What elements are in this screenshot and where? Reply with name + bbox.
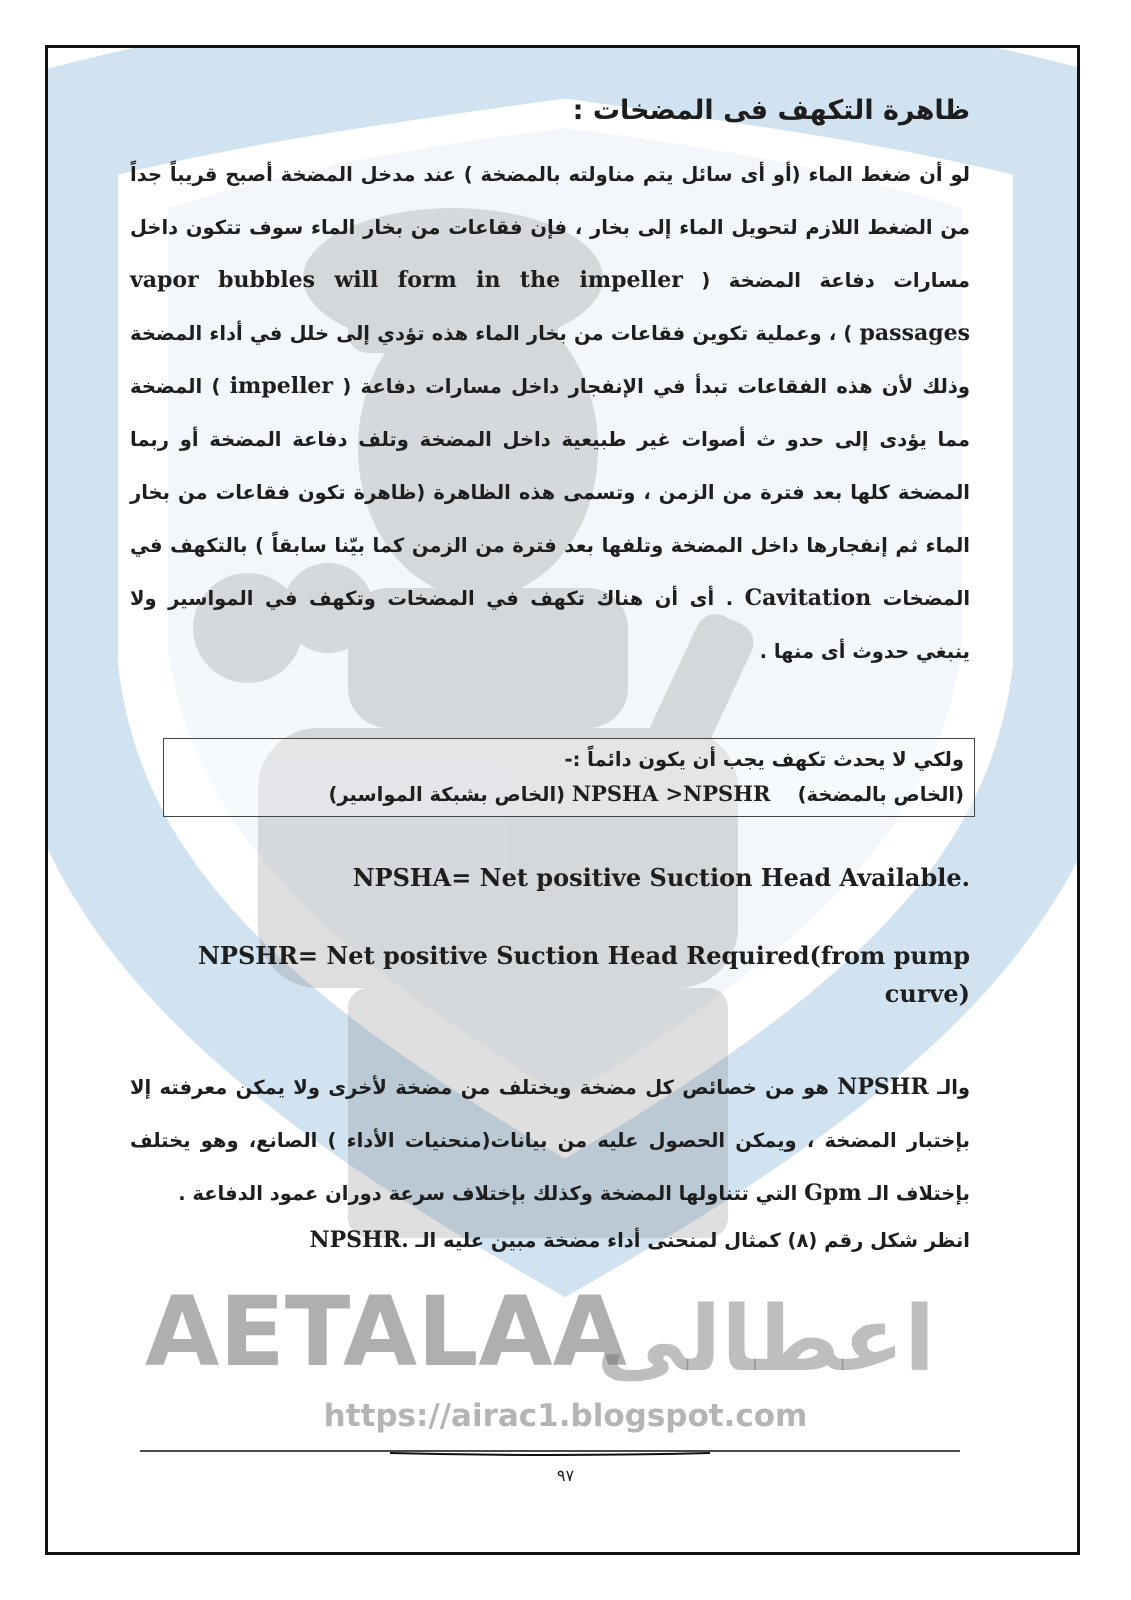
cavitation-paragraph: [130, 148, 970, 678]
no-cavitation-condition-box: [163, 738, 975, 817]
page-content: [130, 95, 970, 1261]
paragraph2-text: والـ: [937, 1076, 970, 1099]
condition-heading: ولكي لا يحدث تكهف يجب أن يكون دائماً :-: [564, 748, 964, 771]
section-title: ظاهرة التكهف فى المضخات :: [572, 95, 970, 126]
watermark-latin: AETALAA: [145, 1276, 627, 1388]
pump-label: (الخاص بالمضخة): [797, 783, 964, 806]
paragraph1-text: لو أن ضغط الماء (أو أى سائل يتم مناولته بالمضخة ) عند مدخل المضخة أصبح قريباً جداً من الضغط اللازم لتحويل الماء إلى بخار ، فإن فقاعات من بخار الماء سوف تتكون داخل مسارات دفاعة المضخة (: [130, 163, 970, 292]
paragraph1-text: ) ، وعملية تكوين فقاعات من بخار الماء هذه تؤدي إلى خلل في أداء المضخة وذلك لأن هذه الفقاعات تبدأ في الإنفجار داخل مسارات دفاعة (: [130, 322, 971, 398]
page-number: ٩٧: [556, 1466, 575, 1485]
paragraph1-text: ) المضخة مما يؤدى إلى حدو ث أصوات غير طبيعية داخل المضخة وتلف دفاعة المضخة أو ربما المضخة كلها بعد فترة من الزمن ، وتسمى هذه الظاهرة (ظاهرة تكون فقاعات من بخار الماء ثم إنفجارها داخل المضخة وتلفها بعد فترة من الزمن كما بيّنا سابقاً ) بالتكهف في المضخات: [130, 375, 970, 610]
paragraph1-text: . أى أن هناك تكهف في المضخات وتكهف في المواسير ولا ينبغي حدوث أى منها .: [130, 587, 970, 663]
npshr-definition: NPSHR= Net positive Suction Head Required(from pump curve): [197, 941, 970, 1008]
npsh-formula: NPSHA >NPSHR: [571, 781, 771, 806]
paragraph2-english-term: NPSHR: [837, 1074, 929, 1100]
footer-divider: [140, 1448, 960, 1456]
paragraph2-text: هو من خصائص كل مضخة ويختلف من مضخة لأخرى ولا يمكن معرفته إلا بإختبار المضخة ، ويمكن الحصول عليه من بيانات(منحنيات الأداء ) الصانع، وهو يختلف بإختلاف الـ: [130, 1076, 970, 1205]
watermark-url: https://airac1.blogspot.com: [323, 1398, 808, 1434]
paragraph2-english-term: Gpm: [804, 1180, 862, 1206]
watermark-brand-text: [95, 1270, 995, 1390]
npshr-paragraph: [130, 1061, 970, 1220]
figure-reference: [130, 1220, 970, 1261]
piping-label: (الخاص بشبكة المواسير): [328, 783, 566, 806]
condition-formula-line: [174, 777, 964, 812]
paragraph1-english-term: impeller: [229, 373, 334, 399]
figure-reference-text: انظر شكل رقم (٨) كمثال لمنحنى أداء مضخة مبين عليه الـ: [415, 1229, 970, 1252]
paragraph1-english-term: vapor bubbles will form in the impeller passages: [130, 267, 970, 346]
npsha-definition: NPSHA= Net positive Suction Head Available.: [352, 863, 970, 892]
figure-reference-term: NPSHR.: [309, 1227, 409, 1253]
paragraph1-english-term: Cavitation: [744, 585, 872, 611]
watermark-arabic: اعطالى: [596, 1287, 935, 1390]
paragraph2-text: التي تتناولها المضخة وكذلك بإختلاف سرعة دوران عمود الدفاعة .: [178, 1182, 798, 1205]
